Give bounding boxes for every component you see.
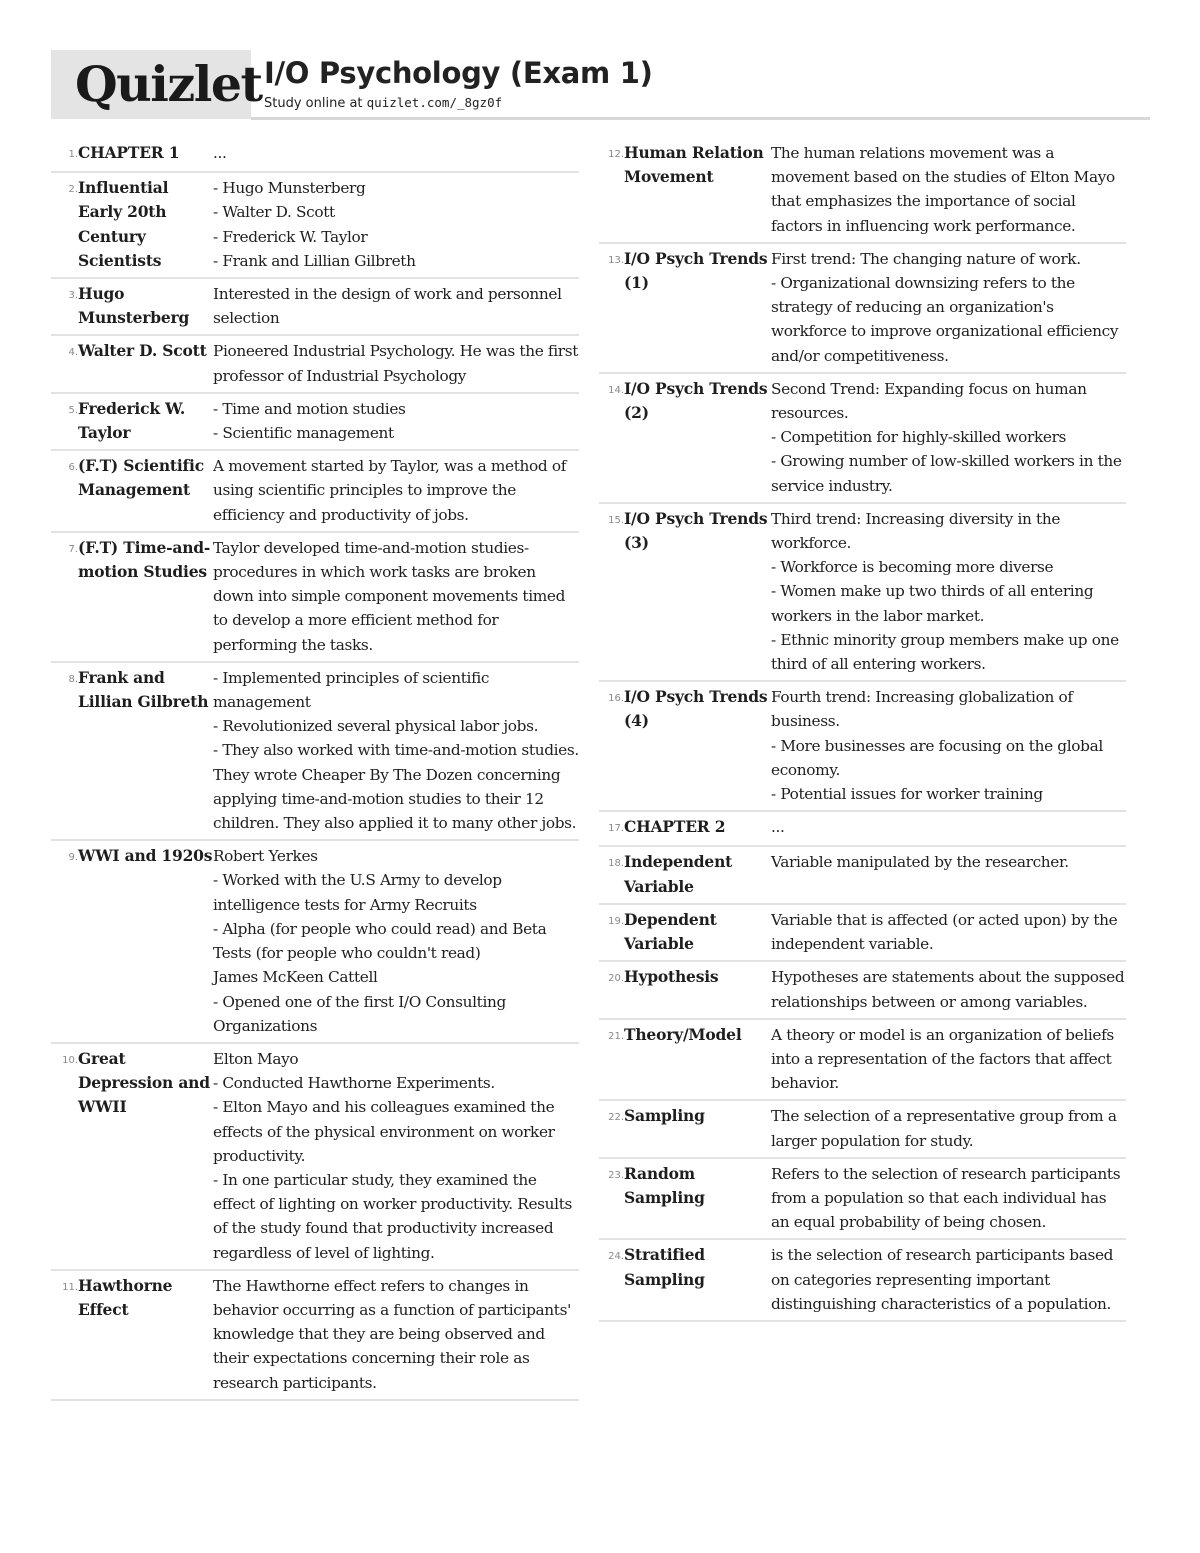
- card-term: Stratified Sampling: [624, 1245, 705, 1289]
- flashcard-row: [51, 451, 579, 533]
- card-number: 11.: [62, 1281, 78, 1293]
- flashcard-row: [599, 1159, 1126, 1241]
- flashcard-row: [51, 336, 579, 393]
- flashcard-row: [51, 841, 579, 1044]
- card-definition: Refers to the selection of research participants from a population so that each individual has an equal probability of being chosen.: [771, 1164, 1121, 1232]
- card-definition: A movement started by Taylor, was a method of using scientific principles to improve the efficiency and productivity of jobs.: [213, 457, 567, 524]
- card-term: Frank and Lillian Gilbreth: [78, 667, 209, 712]
- card-term: Dependent Variable: [624, 909, 717, 954]
- card-definition: Interested in the design of work and personnel selection: [213, 285, 562, 328]
- flashcard-row: [51, 1044, 579, 1271]
- flashcard-row: [599, 1020, 1126, 1102]
- card-number: 6.: [68, 462, 78, 474]
- flashcard-row: [51, 663, 579, 841]
- card-number: 13.: [608, 254, 624, 266]
- card-number: 20.: [608, 973, 624, 985]
- card-term: Great Depression and WWII: [78, 1048, 210, 1117]
- card-term: Influential Early 20th Century Scientists: [78, 178, 169, 270]
- card-number: 12.: [608, 149, 624, 160]
- card-term: Sampling: [624, 1106, 705, 1126]
- card-term: CHAPTER 2: [624, 817, 726, 837]
- right-column: [599, 138, 1126, 1322]
- card-definition: Variable that is affected (or acted upon) by the independent variable.: [771, 910, 1118, 954]
- card-number: 24.: [608, 1251, 624, 1263]
- flashcard-row: [599, 847, 1126, 904]
- card-term: I/O Psych Trends (4): [624, 687, 768, 731]
- card-number: 15.: [608, 514, 624, 526]
- card-number: 2.: [68, 184, 78, 196]
- card-term: Independent Variable: [624, 852, 733, 896]
- card-term: Random Sampling: [624, 1163, 705, 1207]
- flashcard-row: [51, 138, 579, 173]
- card-number: 10.: [62, 1054, 78, 1066]
- card-term: Walter D. Scott: [78, 341, 207, 361]
- card-definition: Taylor developed time-and-motion studies- procedures in which work tasks are broken down into simple component movements timed to develop a more efficient method for performing the tasks.: [213, 538, 566, 654]
- flashcard-row: [599, 138, 1126, 244]
- card-term: Hypothesis: [624, 967, 719, 987]
- card-definition: The selection of a representative group from a larger population for study.: [771, 1107, 1117, 1150]
- card-number: 8.: [68, 673, 78, 685]
- card-number: 17.: [608, 823, 624, 835]
- card-number: 3.: [68, 290, 78, 302]
- flashcard-row: [599, 905, 1126, 962]
- card-definition: Elton Mayo - Conducted Hawthorne Experiments. - Elton Mayo and his colleagues examined the effects of the physical environment on worker productivity. - In one particular study, they examined the effect of lighting on worker productivity. Results of the study found that productivity increased regardless of level of lighting.: [213, 1049, 572, 1262]
- card-term: (F.T) Time-and-motion Studies: [78, 537, 211, 582]
- card-definition: - Time and motion studies - Scientific management: [213, 399, 406, 443]
- card-definition: - Implemented principles of scientific management - Revolutionized several physical labor jobs. - They also worked with time-and-motion studies. They wrote Cheaper By The Dozen concerning applying time-and-motion studies to their 12 children. They also applied it to many other jobs.: [213, 668, 579, 833]
- header-divider: [251, 117, 1150, 120]
- card-definition: - Hugo Munsterberg - Walter D. Scott - Frederick W. Taylor - Frank and Lillian Gilbreth: [213, 179, 416, 270]
- card-definition: is the selection of research participants based on categories representing important distinguishing characteristics of a population.: [771, 1246, 1114, 1313]
- flashcard-row: [599, 374, 1126, 504]
- flashcard-row: [51, 279, 579, 336]
- flashcard-row: [599, 1240, 1126, 1322]
- card-definition: Variable manipulated by the researcher.: [771, 853, 1069, 872]
- flashcard-row: [599, 504, 1126, 682]
- flashcard-row: [599, 812, 1126, 847]
- card-number: 4.: [68, 347, 78, 359]
- card-number: 18.: [608, 858, 624, 870]
- card-number: 9.: [68, 852, 78, 864]
- card-definition: Pioneered Industrial Psychology. He was the first professor of Industrial Psychology: [213, 342, 579, 385]
- card-number: 14.: [608, 384, 624, 396]
- card-definition: The human relations movement was a movement based on the studies of Elton Mayo that emphasizes the importance of social factors in influencing work performance.: [771, 144, 1115, 235]
- card-definition: Third trend: Increasing diversity in the workforce. - Workforce is becoming more diverse - Women make up two thirds of all entering workers in the labor market. - Ethnic minority group members make up one third of all entering workers.: [771, 509, 1119, 674]
- card-definition: Fourth trend: Increasing globalization of business. - More businesses are focusing on the global economy. - Potential issues for worker training: [771, 688, 1103, 804]
- card-number: 21.: [608, 1030, 624, 1042]
- card-definition: Robert Yerkes - Worked with the U.S Army to develop intelligence tests for Army Recruits - Alpha (for people who could read) and Beta Tests (for people who couldn't read) James McKeen Cattell - Opened one of the first I/O Consulting Organizations: [213, 847, 547, 1035]
- card-term: Theory/Model: [624, 1024, 742, 1044]
- card-term: (F.T) Scientific Management: [78, 456, 204, 500]
- card-number: 22.: [608, 1112, 624, 1124]
- flashcard-row: [599, 1101, 1126, 1158]
- flashcard-row: [51, 533, 579, 663]
- card-term: Frederick W. Taylor: [78, 398, 186, 443]
- card-number: 23.: [608, 1169, 624, 1181]
- card-term: I/O Psych Trends (3): [624, 508, 768, 553]
- flashcard-row: [599, 962, 1126, 1019]
- card-definition: The Hawthorne effect refers to changes in behavior occurring as a function of participants' knowledge that they are being observed and their expectations concerning their role as research participants.: [213, 1276, 571, 1392]
- card-definition: First trend: The changing nature of work. - Organizational downsizing refers to the strategy of reducing an organization's workforce to improve organizational efficiency and/or competitiveness.: [771, 249, 1119, 365]
- card-number: 5.: [68, 404, 78, 416]
- card-definition: Second Trend: Expanding focus on human resources. - Competition for highly-skilled workers - Growing number of low-skilled workers in the service industry.: [771, 379, 1122, 495]
- card-number: 19.: [608, 915, 624, 927]
- logo-text: Quizlet: [75, 55, 262, 113]
- header: [51, 50, 1150, 120]
- card-term: I/O Psych Trends (1): [624, 248, 768, 293]
- flashcard-row: [599, 682, 1126, 812]
- card-term: Hugo Munsterberg: [78, 284, 190, 328]
- card-term: I/O Psych Trends (2): [624, 378, 768, 423]
- flashcard-row: [51, 173, 579, 279]
- flashcard-row: [51, 1271, 579, 1401]
- flashcard-row: [599, 244, 1126, 374]
- card-number: 1.: [68, 149, 78, 160]
- card-term: CHAPTER 1: [78, 143, 180, 162]
- card-definition: ...: [213, 144, 227, 162]
- card-term: Human Relation Movement: [624, 143, 764, 187]
- card-term: Hawthorne Effect: [78, 1275, 173, 1319]
- card-definition: Hypotheses are statements about the supposed relationships between or among variables.: [771, 968, 1125, 1011]
- quizlet-logo: [51, 50, 262, 119]
- card-number: 7.: [68, 543, 78, 555]
- page-title: I/O Psychology (Exam 1): [264, 56, 653, 90]
- study-url-link[interactable]: quizlet.com/_8gz0f: [366, 95, 503, 110]
- card-number: 16.: [608, 693, 624, 705]
- card-term: WWI and 1920s: [78, 846, 213, 866]
- subtitle-prefix: Study online at: [264, 96, 367, 111]
- card-definition: A theory or model is an organization of beliefs into a representation of the factors that affect behavior.: [771, 1025, 1114, 1093]
- study-online-line: [264, 95, 502, 111]
- flashcard-row: [51, 394, 579, 451]
- left-column: [51, 138, 579, 1401]
- card-definition: ...: [771, 818, 785, 837]
